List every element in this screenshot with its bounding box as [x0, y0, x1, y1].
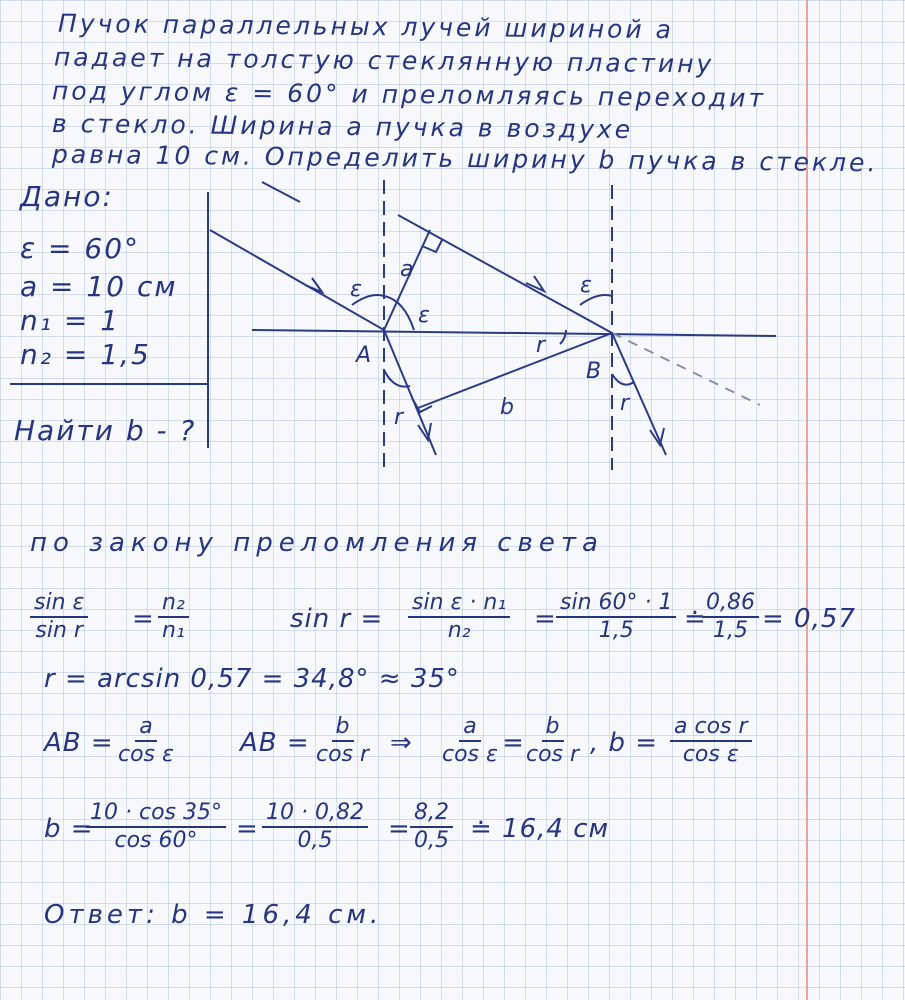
b-calc-label: b =: [44, 814, 94, 844]
frac-num: n₂: [158, 590, 189, 618]
right-angle-b: [412, 398, 432, 412]
label-B: B: [586, 359, 602, 384]
given-a: a = 10 см: [20, 270, 178, 303]
find-b: Найти b - ?: [14, 414, 197, 447]
frac-den: cos 60°: [114, 828, 198, 854]
problem-line-4: в стекло. Ширина a пучка в воздухе: [51, 108, 634, 145]
problem-line-2: падает на толстую стеклянную пластину: [53, 42, 715, 79]
frac-den: cos ε: [118, 742, 174, 768]
frac-den: cos ε: [682, 742, 739, 768]
frac-num: a cos r: [670, 714, 752, 742]
frac-sin60: [556, 590, 676, 645]
frac-den: 0,5: [297, 828, 333, 854]
frac-b-cosr-2: [522, 714, 583, 769]
frac-sin-ratio: [30, 590, 88, 645]
sinr-result: = 0,57: [762, 604, 856, 634]
frac-den: 1,5: [598, 618, 634, 644]
eq-sign: =: [236, 814, 259, 844]
label-b: b: [500, 395, 514, 420]
eq-sign: =: [388, 814, 411, 844]
arc-r-inside: [560, 330, 566, 344]
frac-086: [702, 590, 759, 645]
frac-a-cose-2: [438, 714, 502, 769]
frac-num: a: [459, 714, 480, 742]
frac-den: n₁: [162, 618, 185, 644]
label-eps-2: ε: [418, 303, 430, 328]
frac-num: sin 60° · 1: [556, 590, 676, 618]
frac-den: 1,5: [712, 618, 748, 644]
frac-num: sin ε · n₁: [408, 590, 510, 618]
frac-n-ratio: [158, 590, 189, 645]
eq-sign: =: [534, 604, 557, 634]
label-r-a: r: [394, 405, 404, 430]
law-heading: по закону преломления света: [30, 528, 604, 558]
arc-eps-a: [384, 296, 414, 330]
eq-sign: =: [502, 728, 525, 758]
implies-arrow: ⇒: [390, 728, 413, 758]
label-r-inside: r: [536, 333, 546, 358]
frac-den: sin r: [35, 618, 83, 644]
frac-a-cose: [114, 714, 178, 769]
frac-sinr-expr: [408, 590, 510, 645]
problem-line-3: под углом ε = 60° и преломляясь переходит: [51, 76, 767, 113]
ab-label-2: AB =: [240, 728, 310, 758]
eq-sign: =: [132, 604, 155, 634]
frac-num: sin ε: [30, 590, 88, 618]
glass-surface-line: [252, 330, 776, 336]
b-final: ≐ 16,4 см: [470, 814, 610, 844]
problem-line-1: Пучок параллельных лучей шириной a: [57, 8, 675, 45]
given-n1: n₁ = 1: [20, 304, 121, 337]
extension-dashed: [612, 333, 760, 405]
frac-b-calc-1: [86, 800, 226, 855]
frac-b-cosr: [312, 714, 373, 769]
label-A: A: [356, 343, 372, 368]
given-eps: ε = 60°: [20, 232, 141, 265]
given-title: Дано:: [20, 180, 114, 213]
arrow-incident-b: [526, 276, 544, 291]
label-r-b: r: [620, 391, 630, 416]
frac-num: 10 · cos 35°: [86, 800, 226, 828]
frac-den: cos ε: [442, 742, 498, 768]
frac-num: 10 · 0,82: [262, 800, 368, 828]
frac-den: 0,5: [414, 828, 449, 854]
label-eps-3: ε: [580, 273, 592, 298]
frac-num: b: [542, 714, 564, 742]
label-eps-1: ε: [350, 277, 362, 302]
frac-num: 8,2: [410, 800, 453, 828]
frac-b-formula: [670, 714, 752, 769]
frac-num: b: [332, 714, 354, 742]
width-b-segment: [418, 333, 612, 408]
problem-line-5: равна 10 см. Определить ширину b пучка в стекле.: [51, 139, 879, 178]
approx-sign: ≐: [684, 604, 707, 634]
frac-den: n₂: [447, 618, 471, 644]
r-value-line: r = arcsin 0,57 = 34,8° ≈ 35°: [44, 664, 460, 694]
frac-num: 0,86: [702, 590, 759, 618]
label-a: a: [400, 257, 414, 282]
frac-b-calc-3: [410, 800, 453, 855]
b-expr-label: , b =: [590, 728, 659, 758]
incident-ray-top: [262, 182, 300, 202]
answer-line: Ответ: b = 16,4 см.: [44, 900, 383, 930]
frac-den: cos r: [316, 742, 370, 768]
frac-b-calc-2: [262, 800, 368, 855]
given-n2: n₂ = 1,5: [20, 338, 151, 371]
ab-label-1: AB =: [44, 728, 114, 758]
sin-r-label: sin r =: [290, 604, 384, 634]
frac-num: a: [135, 714, 156, 742]
frac-den: cos r: [526, 742, 580, 768]
